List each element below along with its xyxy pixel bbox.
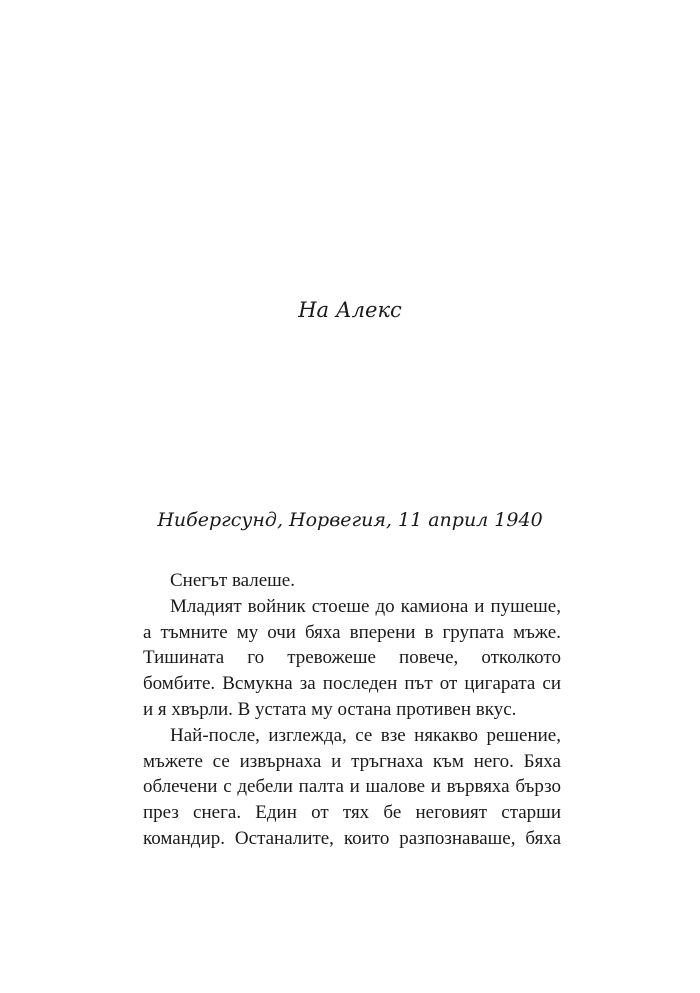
text-line: през снега. Един от тях бе неговият старши	[143, 802, 561, 824]
text-line: Тишината го тревожеше повече, отколкото	[143, 647, 561, 669]
text-line: мъжете се извърнаха и тръгнаха към него. Бяха	[143, 750, 561, 772]
text-line: облечени с дебели палта и шалове и вървяха бързо	[143, 776, 561, 798]
text-line: Снегът валеше.	[170, 570, 295, 591]
text-line: Младият войник стоеше до камиона и пушеше,	[170, 595, 561, 617]
text-line: Най-после, изглежда, се взе някакво решение,	[170, 724, 561, 746]
text-line: бомбите. Всмукна за последен път от цигарата си	[143, 673, 561, 695]
text-line: а тъмните му очи бяха вперени в групата мъже.	[143, 621, 561, 643]
text-line: и я хвърли. В устата му остана противен вкус.	[143, 698, 517, 720]
text-line: командир. Останалите, които разпознаваше, бяха	[143, 827, 561, 849]
dedication: На Алекс	[298, 298, 402, 322]
paragraph-1	[143, 568, 561, 594]
paragraph-3	[143, 723, 561, 852]
paragraph-2	[143, 594, 561, 723]
chapter-heading: Нибергсунд, Норвегия, 11 април 1940	[157, 509, 543, 531]
body-text	[143, 568, 561, 852]
